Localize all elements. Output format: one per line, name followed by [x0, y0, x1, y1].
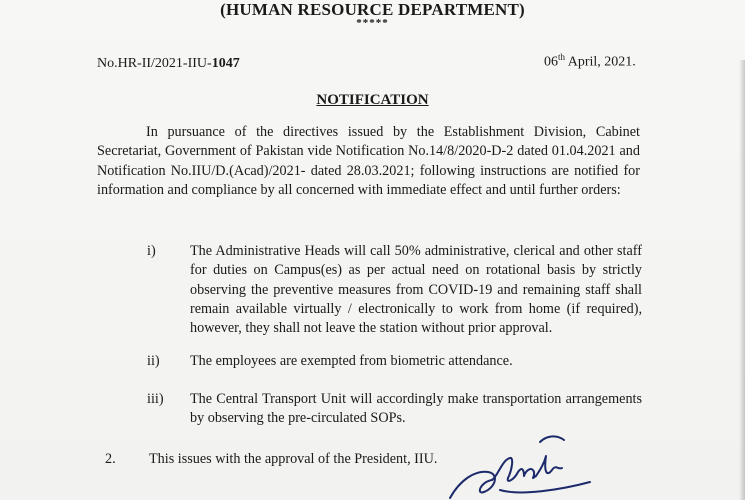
closing-number: 2. [105, 451, 116, 467]
closing-text: This issues with the approval of the President, IIU. [149, 451, 438, 467]
department-heading: (HUMAN RESOURCE DEPARTMENT) [220, 0, 525, 19]
intro-paragraph [97, 123, 640, 200]
instruction-text: The Central Transport Unit will accordingly make transportation arrangements by observing the pre-circulated SOPs. [190, 391, 642, 427]
instruction-text: The Administrative Heads will call 50% administrative, clerical and other staff for duties on Campus(es) as per actual need on rotational basis by strictly observing the preventive measures from COVID-19 and remaining staff shall remain available virtually / electronically to work from home (if required), however, they shall not leave the station without prior approval. [190, 243, 642, 337]
date-rest: April, 2021. [565, 54, 636, 70]
date-suffix: th [558, 52, 566, 62]
page-edge-shadow [739, 60, 745, 500]
heading-stars: ***** [356, 17, 389, 29]
reference-prefix: No.HR-II/2021-IIU- [97, 56, 212, 71]
notification-title: NOTIFICATION [316, 92, 429, 108]
instruction-number: i) [147, 243, 156, 259]
instruction-text: The employees are exempted from biometric attendance. [190, 353, 513, 369]
instruction-number: iii) [147, 391, 164, 407]
date-day: 06 [544, 54, 558, 70]
handwritten-signature [440, 430, 745, 500]
instruction-number: ii) [147, 353, 160, 369]
reference-serial: 1047 [211, 56, 240, 71]
reference-number [97, 56, 240, 72]
issue-date [544, 52, 636, 71]
intro-text: In pursuance of the directives issued by the Establishment Division, Cabinet Secretariat, Government of Pakistan vide Notification No.14/8/2020-D-2 dated 01.04.2021 and Notification No.IIU/D.(Acad)/2021- dated 28.03.2021; following instructions are notified for information and compliance by all concerned with immediate effect and until further orders: [97, 124, 640, 198]
